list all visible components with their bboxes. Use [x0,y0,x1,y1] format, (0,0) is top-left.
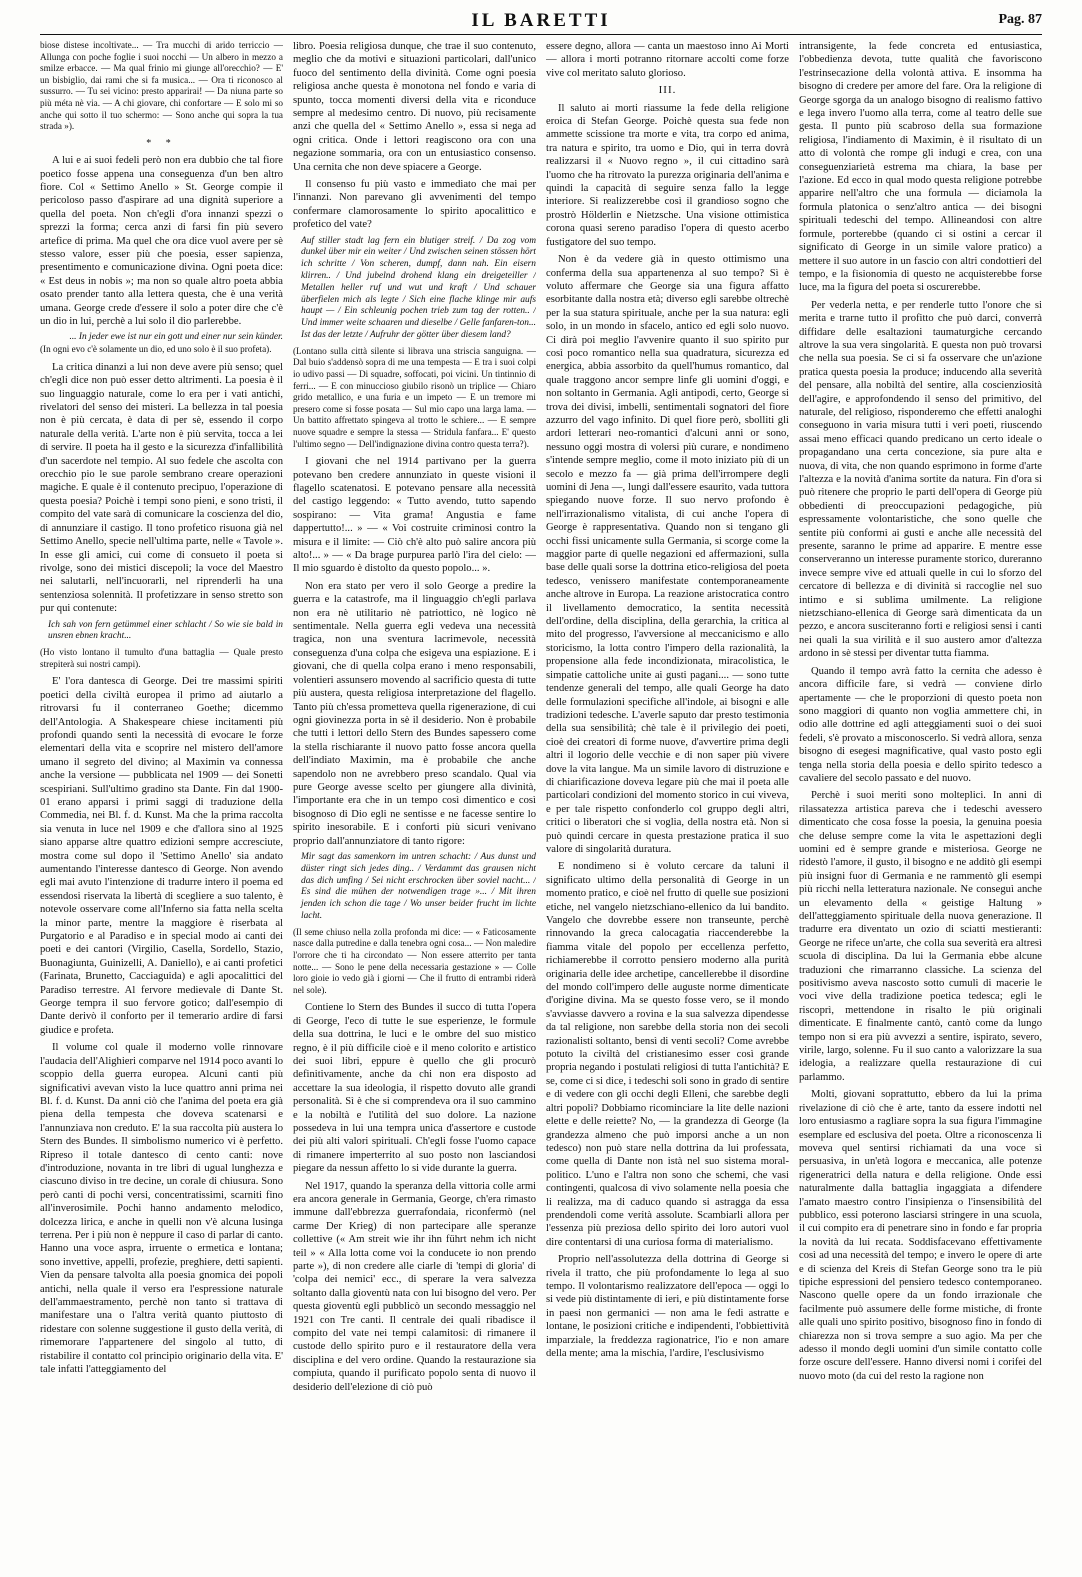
paragraph: A lui e ai suoi fedeli però non era dubbio che tal fiore poetico fosse appena una conseguenza d'un ben altro fiore. Col « Settimo Anello » St. George compie il pericoloso passo d'aspirare ad una dignità superiore a quella del poeta. Non ch'egli d'ora innanzi spezzi o sprezzi la forma; cerca anzi di farsi fin più severo artefice di prima. Ma quel che ora dice vuol avere per sè stesso valore, esser più che poesia, esser sapienza, presentimento e comunicazione divina. Ogni poeta dice: « Est deus in nobis »; ma non so quale altro poeta abbia osato prender tanto alla lettera questa, che è una verità umana. George crede d'essere il solo a poter dire che c'è un dio in lui, perchè a lui solo il dio parlerebbe. [40,155,283,328]
column-1 [40,40,283,1565]
paragraph: Molti, giovani soprattutto, ebbero da lui la prima rivelazione di ciò che è arte, tanto da essere indotti nel loro entusiasmo a ragliare sopra la sua figura l'immagine esemplare ed esclusiva del poeta. Oltre a riconoscenza li moveva quel sentirsi richiamati da una voce sì persuasiva, in un'età logora e meccanica, alle potenze rigeneratrici della natura e della religione. Onde essi naturalmente dalla battaglia ingaggiata a difendere l'amato maestro contro l'insipienza o l'insensibilità del pubblico, essi poterono lasciarsi stringere in una scuola, il cui compito era di penetrare sino in fondo e far propria la novità da lui recata. Soddisfacevano effettivamente così ad una necessità del tempo; e invero le opere di arte e di scienza del Kreis di Stefan George sono tra le più tipiche espressioni del pensiero tedesco contemporaneo. Nascono quelle opere da un fondo irrazionale che facilmente può assumere delle forme mistiche, di fronte alle quali uno spirito positivo, bisognoso fino in fondo di chiarezza non si trova sempre a suo agio. Ma per che adesso il mondo degli uomini d'un simile contatto colle forze oscure dell'essere. Hanno diversi nomi i corifei del nuovo moto (da cui del resto la ragione non [799,1089,1042,1382]
paragraph: Quando il tempo avrà fatto la cernita che adesso è ancora difficile fare, si vedrà — conviene dirlo apertamente — che le proporzioni di questo poeta non sono maggiori di quanto non voglia ammettere chi, in odio alle dottrine ed agli atteggiamenti suoi o dei suoi fedeli, s'è provato a misconoscerlo. Si vedrà allora, senza bisogno di esegesi magnificative, qual vasto posto egli tenga nella storia della poesia e dello spirito tedesco a cavaliere del secolo passato e del nuovo. [799,665,1042,784]
epigraph-verse: ... In jeder ewe ist nur ein gott und einer nur sein künder. [69,332,283,343]
newspaper-title: IL BARETTI [471,10,611,31]
paragraph: intransigente, la fede concreta ed entusiastica, l'obbedienza devota, tutte qualità che favoriscono l'estrinsecazione della volontà attiva. E insomma ha bisogno di credere per amore del fare. Ora la religione di George sgorga da un analogo bisogno di realismo fattivo e lega invero l'uomo alla terra, come al teatro delle sue gesta. Il punto più scabroso della sua formazione religiosa, l'indiamento di Maximin, è il risultato di un atto di volontà che rompe gli indugi e crea, con una conseguenziarietà estrema ma chiara, la base per l'azione. Ed ecco in qual modo questa religione potrebbe apparire nell'altro che una formula — diciamola la formula platonica o senz'altro antica — dei bisogni spirituali tedeschi del tempo. Allineandosi con altre formule, porterebbe (quando ci si ostini a cercar il significato di George in un simile valore pratico) a mettere il suo autore in un fascio con altri condottieri del tempo, e la fisionomia di questo ne acquisterebbe forse luce, ma la figura del poeta si oscurerebbe. [799,41,1042,294]
column-3 [546,40,789,1565]
masthead [40,8,1042,35]
paragraph: essere degno, allora — canta un maestoso inno Ai Morti — allora i morti potranno ritornare accolti come forze vive col meritato saluto glorioso. [546,41,789,79]
paragraph: E nondimeno si è voluto cercare da taluni il significato ultimo della personalità di George in un momento pratico, e cioè nel frutto di quelle sue posizioni etiche, nel vangelo nietzschiano-ellenico da lui bandito. Vangelo che dovrebbe essere non transeunte, perchè rinnovando la greca calocagatia riaccenderebbe la fiamma vitale del popolo per eccellenza perfetto, richiamerebbe il corrotto pensiero moderno alla purità originaria delle idee archetipe, cancellerebbe il disordine del mondo coll'impero delle auguste norme dimenticate d'origine divina. Ma se questo fosse vero, se il mondo s'avviasse davvero a rovina e la sua salvezza dipendesse da tal religione, non sarebbe della storia non dei secoli razionalisti soltanto, bensì di venti secoli? Come avrebbe potuto la civiltà del cristianesimo esser così grande propria negando i postulati religiosi di tutta l'antichità? E se, come ci si dice, i tedeschi soli sono in grado di sentire e di vedere con gli occhi degli Elleni, che sarebbe degli altri popoli? Dobbiamo ricominciare la lite delle nazioni elette e delle reiette? No, — la grandezza di George (la grandezza almeno che può imporsi anche a un non tedesco) non può stare nella dottrina da lui professata, come quella di Dante non istà nel suo sistema moral-politico. L'uno e l'altra non sono che schemi, che vasi contingenti, qualcosa di vivo solamente nella poesia che li realizza, ma di caduco quando si astragga da essa prendendoli come verità assolute. Scambiarli allora per l'essenza più preziosa dello spirito dei loro autori vuol dire contentarsi di una curiosa forma di materialismo. [546,861,789,1248]
paragraph: Il volume col quale il moderno volle rinnovare l'audacia dell'Alighieri comparve nel 1914 poco avanti lo scoppio della guerra europea. Alcuni canti più significativi avevan visto la luce quattro anni prima nei Bl. f. d. Kunst. Da anni ciò che l'anima del poeta era già piena della tempesta che doveva scatenarsi e l'annunziava non creduto. E' la sua raccolta più austera lo Stern des Bundes. Il simbolismo numerico vi è perfetto. Ripreso il totale dantesco di cento canti: nove d'introduzione, novanta in tre libri di ugual lunghezza e ciascuno diviso in tre decine, un corale di chiusura. Sono però canti di pochi versi, concentratissimi, scarniti fino all'inverosimile. Pochi hanno andamento melodico, dolcezza lirica, e anche in quelli non v'è alcuna lusinga terrena. Per i più non è neppure il caso di parlar di canto. Hanno una voce aspra, irruente o ermetica e lontana; sono invettive, appelli, profezie, preghiere, detti sapienti. Vien da pensare talvolta alla poesia gnomica dei popoli antichi, nella quale il verso era l'espressione naturale dell'ammaestramento, perchè non tanto si trattava di manifestare una o l'altra verità quanto piuttosto di ridestare con solenne suggestione il gusto della verità, di rimemorare l'appartenere del singolo al tutto, di ristabilire il contatto col principio originario della vita. E' tale infatti l'atteggiamento del [40,1042,283,1376]
section-separator: * * [146,137,177,149]
paragraph: I giovani che nel 1914 partivano per la guerra potevano ben credere annunziato in queste visioni il flagello scatenatosi. E potevano pensare alla necessità del castigo leggendo: « Tutto avendo, tutto sapendo sospirano: — Vita grama! Angustia e fame dappertutto!... » — « Voi costruite criminosi contro la misura e il limite: — Ciò ch'è alto può salire ancora più alto!... » — « Da brage purpurea parlò l'ira del cielo: — Il mio sguardo è distolto da questo popolo... ». [293,456,536,575]
quoted-verse: Auf stiller stadt lag fern ein blutiger streif. / Da zog vom dunkel über mir ein weiter / Und zwischen seinen stössen hört ich schritte / Von scheren, dumpf, dann nah. Ein eisern klirren.. / Und jubelnd drohend klang ein dreigeteiller / Metallen heller ruf und wut und kraft / Und schauer überfielen mich als legte / Sich eine flache klinge mir aufs haupt — / Ein schleunig pochen trieb zum tag der rotten.. / Und immer weite schaaren und dieselbe / Gelle fanfaren-ton... Ist das der letzte / Aufruhr der götter über diesem land? [301,235,536,341]
paragraph: libro. Poesia religiosa dunque, che trae il suo contenuto, meglio che da motivi e situazioni particolari, dall'unico fuoco del sentimento della divinità. Come ogni poesia religiosa anche questa è monotona nel fondo e varia di spunto, tocca momenti diversi della vita e riconduce sempre al medesimo centro. Di nuovo, più recisamente anzi che quella del « Settimo Anello », essa si nega ad ogni critica. Onde i lettori reagiscono ora con una negazione sommaria, ora con un entusiastico consenso. Una cernita che non deve spiacere a George. [293,41,536,173]
paragraph: Per vederla netta, e per renderle tutto l'onore che si merita e trarne tutto il profitto che può darci, converrà diffidare delle esaltazioni taumaturgiche cercando altrove la sua vera singolarità. E questa non può trovarsi che nella sua poesia. Se ci si fa osservare che un'azione pratica questa poesia la produce; inducendo alla severità del pensare, alla nobiltà del sentire, alla coscienziosità dell'agire, e approfondendo il senso del primitivo, del naturale, del religioso, risponderemo che effetti analoghi conseguono in varia misura tutti i veri poeti, riuscendo assai meno efficaci quando predicano un certo ideale o propagandano una certa concezione, sia pure alta e nuova, di vita, che non quando esprimono in forme d'arte l'altezza e la novità d'anima sortite da natura. Fin d'ora si può ritenere che proprio le parti dell'opera di George più obbedienti di preoccupazioni pedagogiche, più espressamente volontaristiche, che sono quelle che sentite più conformi ai gusti e anche alle necessità del presente, saranno le prime ad apparire. E mentre esse conserveranno un interesse puramente storico, dureranno invece sempre vive ed attuali quelle in cui lo sforzo del cercatore di bellezza e di divinità si raccoglie nel suo intimo e si sublima umilmente. La religione nietzschiano-ellenica di George sarà dimenticata da un pezzo, e ancora susciteranno forti e religiosi sensi i canti nei quali la sua virilità e il suo austero amor d'altezza ardono in sè stessi per diventar tutta fiamma. [799,299,1042,660]
paragraph: Non era stato per vero il solo George a predire la guerra e la catastrofe, ma il linguaggio ch'egli parlava non era nè utilitario nè patriottico, nè logico nè sentimentale. Nella guerra egli vedeva una necessità tragica, non una sventura lacrimevole, necessità conseguenza d'una colpa che esigeva una espiazione. E i giovani, che di quella colpa erano i meno responsabili, volentieri assunsero movendo al sacrificio questa di tutte più austera, questa religiosa interpretazione del flagello. Tanto più ch'essa prometteva quella rigenerazione, di cui ogni giovinezza porta in sè il desiderio. Non è probabile che tutti i lettori dello Stern des Bundes sapessero come la stella rischiarante il nuovo patto fosse ancora quella dell'indiato Maximin, ma è probabile che anche sapendolo non ne avrebbero preso scandalo. Qual via pure George avesse scelto per giungere alla divinità, l'importante era che in un tempo così dimentico e così bisognoso di Dio egli ne sentisse e ne facesse sentire lo spirito inesorabile. E i conforti più sicuri venivano proprio dall'annunziatore di tanto rigore: [293,580,536,847]
paragraph: Il consenso fu più vasto e immediato che mai per l'innanzi. Non parevano gli avvenimenti del tempo confermare clamorosamente lo spirito apocalittico e profetico del vate? [293,179,536,231]
verse-translation: (Ho visto lontano il tumulto d'una battaglia — Quale presto strepiterà sui nostri campi). [40,647,283,669]
paragraph: Proprio nell'assolutezza della dottrina di George si rivela il tratto, che più profondamente lo lega al suo tempo. Il volontarismo realizzatore dell'epoca — oggi lo si vede più distintamente di ieri, e più distintamente forse in paesi non germanici — non ama le fedi astratte e lontane, le posizioni critiche e indipendenti, l'obbiettività imparziale, la freddezza ragionatrice, l'io e non amare della mente; ama la mischia, l'ardire, l'esclusivismo [546,1254,789,1359]
verse-translation: (In ogni evo c'è solamente un dio, ed uno solo è il suo profeta). [40,344,272,355]
paragraph: Non è da vedere già in questo ottimismo una conferma della sua appartenenza al suo tempo? Sì è voluto affermare che George sia una figura affatto esorbitante dalla nostra età; diverso egli sarebbe oltrechè per la sua statura spirituale, anche per la sua natura: egli solo, in un mondo in sfacelo, antico ed egli solo nuovo. Ci dirà poi meglio l'avvenire quanto il suo spirito pur così poco romantico nella sua quadratura, sicurezza ed energica, abbia assorbito da quell'humus romantico, dal quale traggono ancor sempre linfe gli uomini d'oggi, e non soltanto in Germania. Agli antipodi, certo, George si trova dei divisi, imbelli, sentimentali sognatori del fiore azzurro del vago infinito. Di quel fiore però, sbolliti gli ardori letterari neo-romantici d'alcuni anni or sono, nessuno oggi mostra di volersi più curare, e nondimeno s'intende sempre meglio, come il moto iniziato più di un secolo e mezzo fa — già prima dell'irrompere degli uomini di Jena —, lungi dall'essere esaurito, vada tuttora spiegando nuove forze. Il suo nervo profondo è nell'irrazionalismo vitalista, di cui anche l'opera di George è rappresentativa. Quando non si tengano gli occhi fissi unicamente sulla Germania, si scorge come la maggior parte di quelle negazioni ed affermazioni, sulla base delle quali sorse la dottrina etico-religiosa del poeta tedesco, venissero manifestate contemporaneamente anche altrove in Europa. La reazione aristocratica contro il livellamento democratico, la sentita necessità dell'ordine, della disciplina, della gerarchia, la critica al mito del progresso, l'avversione al meccanicismo e allo storicismo, la lotta contro l'impero della razionalità, la propensione alla fede incondizionata, miracolistica, le simpatie cattoliche unite ai gusti pagani.... — sono tutte tendenze generali del tempo, alle quali George ha dato delle formulazioni specifiche all'indole, ai bisogni e alle tradizioni tedesche. L'averle saputo dar presto testimonia della sua sensibilità; chè tale è il privilegio dei poeti, cioè dei creatori di forme nuove, d'avvertire prima degli altri il logorio delle vecchie e di non saper più vivere dove la vita langue. Ma un simile lavoro di distruzione e di chiarificazione doveva legare più che mai il poeta alle particolari condizioni del momento storico in cui viveva, e per tale rispetto confonderlo col gruppo degli altri, critici o liberatori che si voglia, della nostra età. Non si può quindi cercare in questa prestazione pratica il suo valore di singolarità duratura. [546,254,789,855]
paragraph: La critica dinanzi a lui non deve avere più senso; quel ch'egli dice non può esser detto altrimenti. La poesia è il suo linguaggio naturale, come lo era per i vati antichi, rivelatori del senso dei misteri. La bellezza in tal poesia non è più cercata, è data di per sè, essendo il corpo naturale della verità. L'arte non è più servita, tocca a lei di servire. Il poeta ha il gesto e la sicurezza d'infallibilità d'un sacerdote nel tempio. Al suo fedele che ascolta con orecchio pio le sue parole sembrano creare operazioni magiche. E quale è il contenuto precipuo, l'operazione di questa poesia? Poichè i tempi sono pieni, e sono tristi, il compito del vate sarà di comunicare la coscienza del dio, di annunziare il castigo. Il tono profetico risuona già nel Settimo Anello, specie nell'ultima parte, nelle « Tavole ». In esse gli amici, cui come di consueto il poeta si rivolge, sono dei mistici discepoli; la voce del Maestro nei salutarli, nell'incuorarli, nel riprenderli ha una sentenziosa solennità. Il profetizzare in senso stretto son pur qui contenute: [40,361,283,615]
paragraph: Nel 1917, quando la speranza della vittoria colle armi era ancora generale in Germania, George, ch'era rimasto immune dall'ebbrezza guerrafondaia, riconfermò (nel carme Der Krieg) di non partecipare alle speranze collettive (« Am streit wie ihr ihn führt nehm ich nicht teil » « Alla lotta come voi la conducete io non prendo parte »), di non credere alle ciarle di 'tempi di gloria' di 'colpa dei nemici' ecc., di sperare la vera salvezza soltanto dalla gioventù nata con lui bisogno del vero. Per questa gioventù egli pubblicò un secondo messaggio nel 1921 con Tre canti. Il centrale dei quali ribadisce il compito del vate nei tempi calamitosi: di rimanere il custode dello spirito puro e il restauratore della vera disciplina e del vero ordine. Quando la restaurazione sia compiuta, quando il purificato popolo senta di nuovo il desiderio dell'elezione di ciò può [293,1180,536,1393]
paragraph: E' l'ora dantesca di George. Dei tre massimi spiriti poetici della civiltà europea il primo ad aiutarlo a ritrovarsi fu il conterraneo Goethe; dicemmo dell'Antologia. A Shakespeare chiese incitamenti più profondi quando sentì la necessità di evocare le forze elementari della vita e scoprire nel mistero dell'amore umano il segreto del divino; al Maximin va connessa anche la versione — pubblicata nel 1909 — dei Sonetti scespiriani. Sull'ultimo gradino sta Dante. Fin dal 1900-01 erano apparsi i primi saggi di traduzione della Commedia, nei Bl. f. d. Kunst. Ma che la prima raccolta sia venuta in luce nel 1909 e che d'allora sino al 1925 siano apparse altre quattro edizioni sempre accresciute, mostra come sul dopo il 'Settimo Anello' sia andato aumentando l'interesse dantesco di George. Non avendo egli mai avuto l'intenzione di tradurre intero il poema ed essendosi riservata la libertà di scegliere a suo talento, è notevole osservare come all'Inferno sia fatta nella scelta la minor parte, mentre la maggiore è riserbata al Purgatorio e al Paradiso e in special modo ai canti dei poeti e dei cantori (Virgilio, Casella, Sordello, Stazio, Buonagiunta, Guinizelli, A. Daniello), e ai canti profetici (Farinata, Brunetto, Cacciaguida) e agli apocalittici del Paradiso terrestre. Al fervore medievale di Dante St. George tempra il suo fervore gotico; dall'esempio di Dante derivò il conforto per il temerario ardire di farsi giudice e profeta. [40,676,283,1036]
article-columns [40,40,1043,1565]
section-heading: III. [658,84,677,97]
paragraph: Perchè i suoi meriti sono molteplici. In anni di rilassatezza artistica pareva che i tedeschi avessero dimenticato che cosa fosse la poesia, la genuina poesia che deluse sempre come la vita le aspettazioni degli uomini ed è sempre grande e misteriosa. George ne ridestò l'amore, il gusto, il bisogno e ne additò gli esempi più insigni fuor di Germania e ne rammentò gli esempi più ricchi nella letteratura nazionale. Ne conseguì anche un elevamento della « geistige Haltung » dell'atteggiamento spirituale della nuova generazione. Il tradurre era diventato un ozio di sciatti mestieranti: George ne rifece un'arte, che colla sua severità era altresì scuola di disciplina. Da lui la Germania ebbe alcune traduzioni che rimarranno classiche. La scienza del positivismo aveva nascosto sotto cumuli di macerie le voci vive della tradizione poetica tedesca; egli le riscoprì, mettendone in risalto le più originali dimenticate. E finalmente cantò, cantò come da lungo tempo non si era più avvezzi a sentire, ispirato, severo, virile, largo, solenne. Fu il suo canto a valorizzare la sua idelogia, a realizzare quella restaurazione di cui parlammo. [799,790,1042,1083]
paragraph: Contiene lo Stern des Bundes il succo di tutta l'opera di George, l'eco di tutte le sue esperienze, le formule della sua dottrina, le luci e le ombre del suo mistico regno, è il più difficile cioè e il meno colorito e artistico dei suoi libri, eppure è quello che gli procurò definitivamente, anche da chi non era disposto ad accettare la sua ideologia, il rispetto dovuto alle grandi personalità. Sì è che si comprendeva ora il suo cammino e la nobiltà e l'utilità del suo dolore. La nazione possedeva in lui una tempra unica d'assertore e custode dei più alti valori spirituali. Ch'egli fosse l'uomo capace di rimanere imperterrito al suo posto non lasciandosi piegare da nessun affetto lo si vide durante la guerra. [293,1002,536,1175]
paragraph: biose distese incoltivate... — Tra mucchi di arido terriccio — Allunga con poche foglie i suoi nocchi — Un albero in mezzo a smilze erbacce. — Ma qual frinio mi giunge all'orecchio? — E' un bisbiglio, dai rami che si fa musica... — Ora ti riconosco al sussurro. — Tu sei vicino: presto apparirai! — Da niuna parte so più méta nè via. — A chi giovare, chi confortare — E solo mi so anche qui sotto il tuo schermo: — Sono anche qui sopra la tua strada »). [40,40,283,132]
page-number: Pag. 87 [998,12,1042,27]
paragraph: Il saluto ai morti riassume la fede della religione eroica di Stefan George. Poichè questa sua fede non ammette scissione tra morte e vita, tra corpo ed anima, tra natura e spirito, tra uomo e Dio, qui in terra dovrà realizzarsi il « Nuovo regno », il cui cittadino sarà l'uomo che ha ritrovato la purezza originaria dell'anima e quindi la capacità di seguire senza fallo la legge interiore. Si realizzerebbe così il grandioso sogno che prostrò Hölderlin e Nietzsche. Una visione ottimistica corona quasi sereno paradiso l'opera di questo acerbo fustigatore del suo tempo. [546,102,789,248]
verse-translation: (Lontano sulla città silente si librava una striscia sanguigna. — Dal buio s'addensò sopra di me una tempesta — E tra i suoi colpi io udivo passi — Di squadre, soffocati, poi vicini. Un tintinnio di ferri... — E con minuccioso giubilo risonò un triplice — Chiaro grido metallico, e una furia e un impeto — E un tremore mi presero come si fosse posata — Sul mio capo una larga lama. — Un battito affrettato spingeva al trotto le schiere... — E sempre nuove squadre e sempre la stessa — Stridula fanfara... E' questo l'ultimo segno — Dell'indignazione divina contro questa terra?). [293,345,536,449]
column-4 [799,40,1042,1565]
column-2 [293,40,536,1565]
quoted-verse: Mir sagt das samenkorn im untren schacht: / Aus dunst und düster ringt sich jedes ding.. / Verdammt das grausen nicht das dich umfing / Sei nicht erschrocken über soviel nacht... / Es sind die mühen der notwendigen trage »... / Mit ihren jenden ich schon die tage / Wo unser beider frucht im lichte lacht. [301,851,536,921]
verse-translation: (Il seme chiuso nella zolla profonda mi dice: — « Faticosamente nasce dalla putredine e dalla tenebra ogni cosa... — Non maledire l'orrore che ti ha circondato — Non essere atterrito per tanta notte... — Sono le pene della necessaria gestazione » — Colle loro gioie io vedo già i giorni — Che il frutto di entrambi riderà nel sole). [293,926,536,995]
quoted-verse: Ich sah von fern getümmel einer schlacht / So wie sie bald in unsren ebnen kracht... [48,619,283,642]
